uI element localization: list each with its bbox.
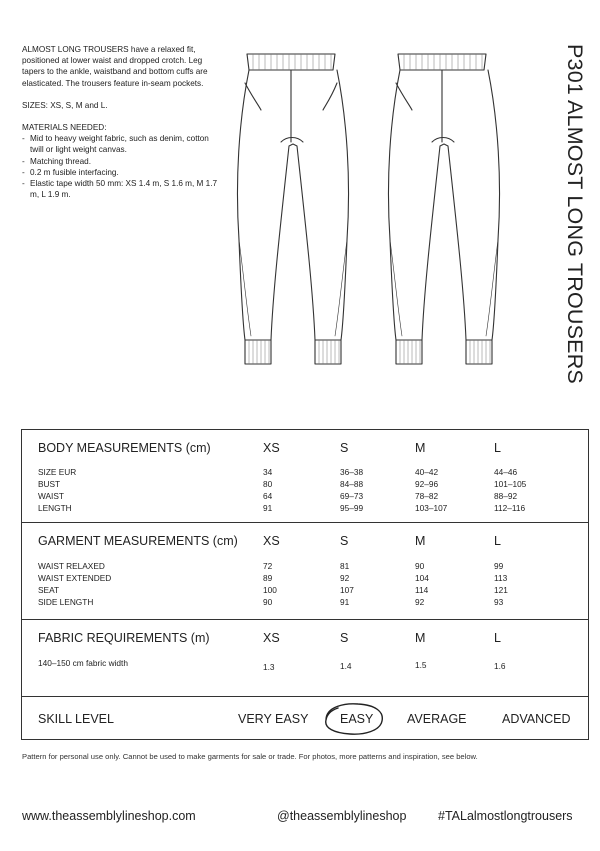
material-item: - Mid to heavy weight fabric, such as denim, cotton twill or light weight canvas. xyxy=(22,133,222,155)
pattern-title xyxy=(559,44,589,414)
size-header: S xyxy=(340,441,349,455)
size-header: M xyxy=(415,441,426,455)
cell-value: 80 xyxy=(263,479,273,489)
size-header: S xyxy=(340,631,349,645)
selected-skill-circle xyxy=(318,700,388,738)
skill-average: AVERAGE xyxy=(407,712,467,726)
cell-value: 84–88 xyxy=(340,479,364,489)
row-label: 140–150 cm fabric width xyxy=(38,658,128,668)
skill-easy: EASY xyxy=(340,712,374,726)
row-label: WAIST xyxy=(38,491,64,501)
intro-text xyxy=(22,44,222,200)
back-trousers-sketch xyxy=(376,40,512,372)
cell-value: 114 xyxy=(415,585,429,595)
size-header: M xyxy=(415,534,426,548)
size-header: L xyxy=(494,441,501,455)
cell-value: 36–38 xyxy=(340,467,364,477)
size-header: XS xyxy=(263,534,280,548)
cell-value: 69–73 xyxy=(340,491,364,501)
size-header: L xyxy=(494,534,501,548)
cell-value: 1.4 xyxy=(340,661,352,671)
cell-value: 90 xyxy=(415,561,425,571)
cell-value: 89 xyxy=(263,573,273,583)
pattern-title-text: P301 ALMOST LONG TROUSERS xyxy=(563,44,587,384)
website-link[interactable]: www.theassemblylineshop.com xyxy=(22,809,196,823)
fabric-requirements-title: FABRIC REQUIREMENTS (m) xyxy=(38,631,210,645)
row-label: LENGTH xyxy=(38,503,72,513)
cell-value: 1.6 xyxy=(494,661,506,671)
cell-value: 40–42 xyxy=(415,467,439,477)
skill-very-easy: VERY EASY xyxy=(238,712,309,726)
materials-heading: MATERIALS NEEDED: xyxy=(22,123,107,133)
cell-value: 100 xyxy=(263,585,277,595)
size-header: S xyxy=(340,534,349,548)
cell-value: 92 xyxy=(340,573,350,583)
row-label: WAIST RELAXED xyxy=(38,561,105,571)
size-table xyxy=(21,429,589,740)
row-label: BUST xyxy=(38,479,61,489)
cell-value: 93 xyxy=(494,597,504,607)
cell-value: 103–107 xyxy=(415,503,448,513)
row-label: SIDE LENGTH xyxy=(38,597,94,607)
cell-value: 90 xyxy=(263,597,273,607)
cell-value: 44–46 xyxy=(494,467,518,477)
cell-value: 1.5 xyxy=(415,660,427,670)
sizes-text: SIZES: XS, S, M and L. xyxy=(22,100,108,110)
instagram-handle[interactable]: @theassemblylineshop xyxy=(277,809,407,823)
divider xyxy=(22,522,588,523)
cell-value: 81 xyxy=(340,561,350,571)
cell-value: 107 xyxy=(340,585,354,595)
cell-value: 92 xyxy=(415,597,425,607)
description: ALMOST LONG TROUSERS have a relaxed fit, positioned at lower waist and dropped crotch. Leg tapers to the ankle, waistband and bottom cuffs are elasticated. The trousers feature in-seam pockets. xyxy=(22,45,208,88)
cell-value: 64 xyxy=(263,491,273,501)
cell-value: 112–116 xyxy=(494,503,526,513)
size-header: L xyxy=(494,631,501,645)
garment-measurements-title: GARMENT MEASUREMENTS (cm) xyxy=(38,534,238,548)
cell-value: 34 xyxy=(263,467,273,477)
cell-value: 1.3 xyxy=(263,662,275,672)
row-label: SEAT xyxy=(38,585,60,595)
material-item: - Matching thread. xyxy=(22,156,222,167)
size-header: XS xyxy=(263,631,280,645)
skill-level-label: SKILL LEVEL xyxy=(38,712,114,726)
cell-value: 91 xyxy=(340,597,350,607)
cell-value: 72 xyxy=(263,561,273,571)
skill-advanced: ADVANCED xyxy=(502,712,571,726)
material-item: - Elastic tape width 50 mm: XS 1.4 m, S 1.6 m, M 1.7 m, L 1.9 m. xyxy=(22,178,222,200)
cell-value: 113 xyxy=(494,573,508,583)
usage-note: Pattern for personal use only. Cannot be used to make garments for sale or trade. For photos, more patterns and inspiration, see below. xyxy=(22,752,478,761)
size-header: XS xyxy=(263,441,280,455)
cell-value: 88–92 xyxy=(494,491,518,501)
hashtag: #TALalmostlongtrousers xyxy=(438,809,573,823)
cell-value: 121 xyxy=(494,585,508,595)
cell-value: 91 xyxy=(263,503,273,513)
body-measurements-title: BODY MEASUREMENTS (cm) xyxy=(38,441,211,455)
divider xyxy=(22,619,588,620)
material-item: - 0.2 m fusible interfacing. xyxy=(22,167,222,178)
cell-value: 95–99 xyxy=(340,503,364,513)
cell-value: 78–82 xyxy=(415,491,439,501)
divider xyxy=(22,696,588,697)
cell-value: 99 xyxy=(494,561,504,571)
cell-value: 104 xyxy=(415,573,429,583)
row-label: WAIST EXTENDED xyxy=(38,573,112,583)
front-trousers-sketch xyxy=(225,40,361,372)
cell-value: 92–96 xyxy=(415,479,439,489)
materials-list xyxy=(22,133,222,200)
size-header: M xyxy=(415,631,426,645)
cell-value: 101–105 xyxy=(494,479,527,489)
row-label: SIZE EUR xyxy=(38,467,77,477)
